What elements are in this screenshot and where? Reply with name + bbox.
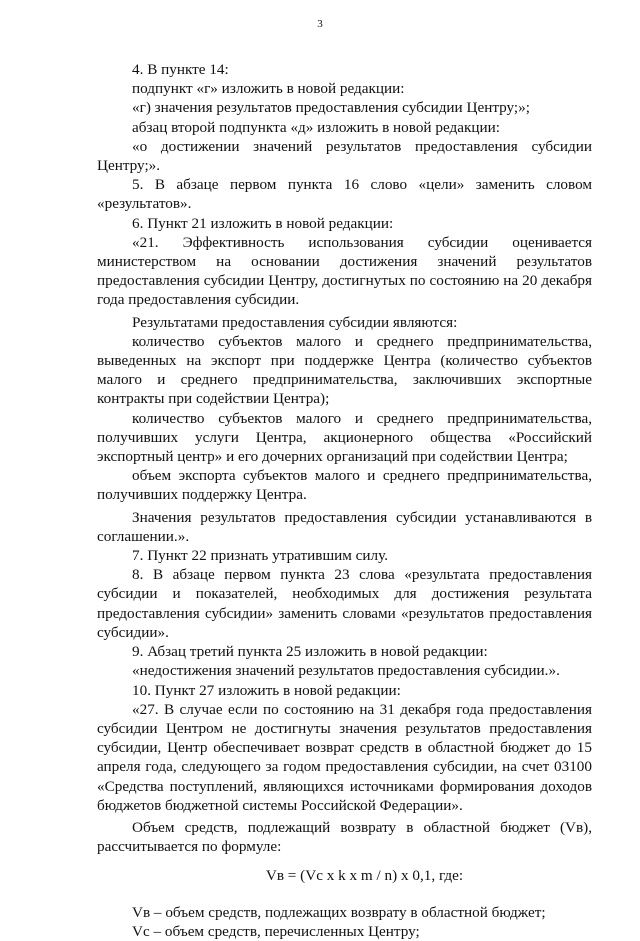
paragraph: 10. Пункт 27 изложить в новой редакции: bbox=[132, 681, 401, 699]
page-number: 3 bbox=[317, 18, 323, 30]
paragraph: Результатами предоставления субсидии являются: bbox=[132, 313, 458, 331]
definition: Vв – объем средств, подлежащих возврату в областной бюджет; bbox=[132, 903, 546, 921]
paragraph: 9. Абзац третий пункта 25 изложить в новой редакции: bbox=[132, 643, 488, 661]
paragraph: «21. Эффективность использования субсидии оценивается министерством на основании достижения значений результатов предоставления субсидии Центру, достигнутых по состоянию на 20 декабря года предоставления субсидии. bbox=[97, 233, 592, 309]
definition: Vс – объем средств, перечисленных Центру; bbox=[132, 922, 420, 940]
paragraph: Объем средств, подлежащий возврату в областной бюджет (Vв), рассчитывается по формуле: bbox=[97, 818, 592, 856]
paragraph: абзац второй подпункта «д» изложить в новой редакции: bbox=[132, 118, 500, 136]
paragraph: «недостижения значений результатов предоставления субсидии.». bbox=[132, 662, 560, 680]
paragraph: «г) значения результатов предоставления субсидии Центру;»; bbox=[132, 99, 530, 117]
paragraph: объем экспорта субъектов малого и среднего предпринимательства, получивших поддержку Центра. bbox=[97, 467, 592, 504]
paragraph: Значения результатов предоставления субсидии устанавливаются в соглашении.». bbox=[97, 508, 592, 545]
paragraph: количество субъектов малого и среднего предпринимательства, получивших услуги Центра, акционерного общества «Российский экспортный центр» и его дочерних организаций при содействии Центра; bbox=[97, 409, 592, 466]
paragraph: 7. Пункт 22 признать утратившим силу. bbox=[132, 547, 388, 565]
paragraph: «о достижении значений результатов предоставления субсидии Центру;». bbox=[97, 137, 592, 175]
paragraph: 5. В абзаце первом пункта 16 слово «цели» заменить словом «результатов». bbox=[97, 176, 592, 213]
paragraph: подпункт «г» изложить в новой редакции: bbox=[132, 80, 405, 98]
formula: Vв = (Vс x k x m / n) x 0,1, где: bbox=[265, 867, 464, 885]
paragraph: 8. В абзаце первом пункта 23 слова «результата предоставления субсидии и показателей, необходимых для достижения результата предоставления субсидии» заменить словами «результатов предоставления субсидии». bbox=[97, 566, 592, 641]
paragraph: количество субъектов малого и среднего предпринимательства, выведенных на экспорт при поддержке Центра (количество субъектов малого и среднего предпринимательства, заключивших экспортные контракты при содействии Центра); bbox=[97, 332, 592, 408]
paragraph: 4. В пункте 14: bbox=[132, 61, 229, 78]
paragraph: 6. Пункт 21 изложить в новой редакции: bbox=[132, 214, 394, 232]
document-body bbox=[97, 60, 592, 941]
paragraph: «27. В случае если по состоянию на 31 декабря года предоставления субсидии Центром не достигнуты значения результатов предоставления субсидии, Центр обеспечивает возврат средств в областной бюджет до 15 апреля года, следующего за годом предоставления субсидии, на счет 03100 «Средства поступлений, являющихся источниками формирования доходов бюджетов бюджетной системы Российской Федерации». bbox=[97, 700, 592, 814]
